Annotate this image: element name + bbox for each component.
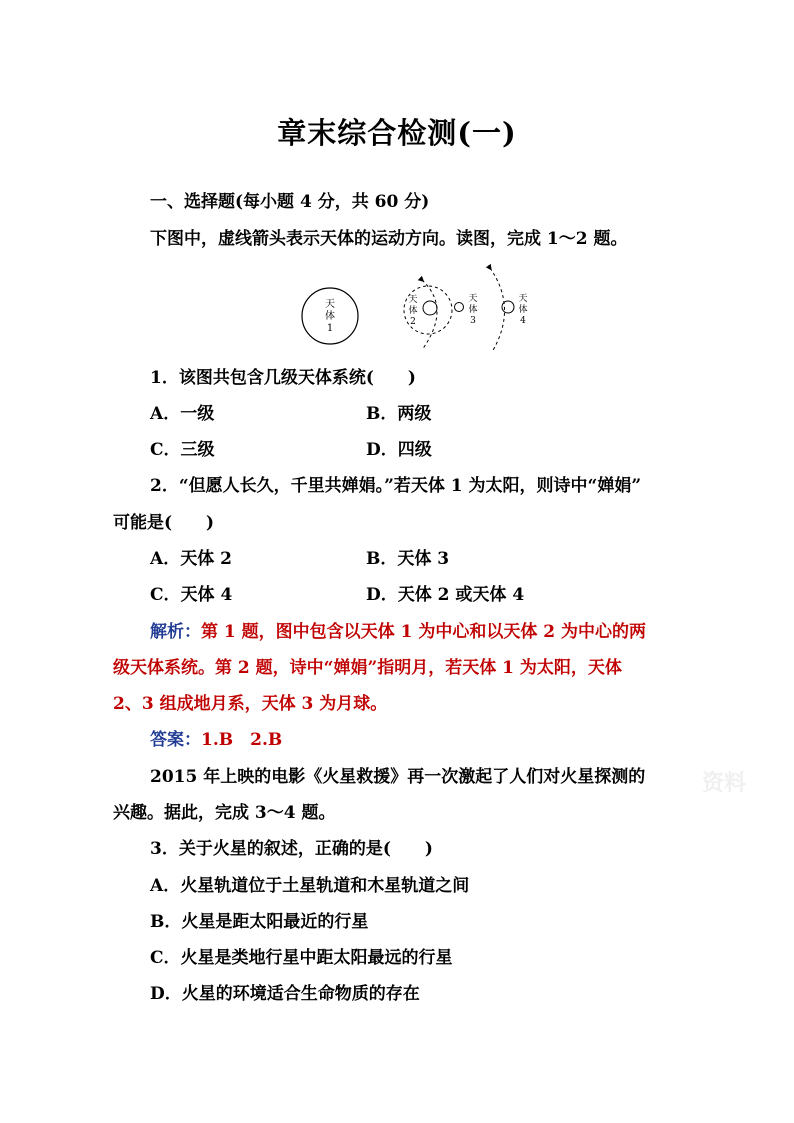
body-2-circle xyxy=(423,301,437,315)
body-4-label-b: 体 xyxy=(518,305,528,315)
watermark: 资料 xyxy=(702,771,747,796)
q1-stem: 1．该图共包含几级天体系统( ) xyxy=(150,368,416,388)
q1-option-d: D．四级 xyxy=(366,440,432,460)
q3-option-b: B．火星是距太阳最近的行星 xyxy=(150,912,369,932)
intro-text-1: 下图中，虚线箭头表示天体的运动方向。读图，完成 1～2 题。 xyxy=(150,229,628,249)
answer-label: 答案： xyxy=(150,730,201,750)
section-heading: 一、选择题(每小题 4 分，共 60 分) xyxy=(150,192,430,212)
q2-stem-line1: 2．“但愿人长久，千里共婵娟。”若天体 1 为太阳，则诗中“婵娟” xyxy=(150,476,642,496)
q3-option-d: D．火星的环境适合生命物质的存在 xyxy=(150,984,420,1004)
celestial-diagram xyxy=(290,258,550,358)
q2-option-c: C．天体 4 xyxy=(150,585,233,605)
body-3-label-b: 体 xyxy=(468,305,478,315)
q2-option-d: D．天体 2 或天体 4 xyxy=(366,585,525,605)
body-2-label-b: 体 xyxy=(408,306,418,316)
analysis-line1 xyxy=(150,620,646,644)
body-2-label-c: 2 xyxy=(410,317,416,327)
q3-option-c: C．火星是类地行星中距太阳最远的行星 xyxy=(150,948,453,968)
q3-option-a: A．火星轨道位于土星轨道和木星轨道之间 xyxy=(150,876,470,896)
body-2-label-a: 天 xyxy=(408,295,418,305)
answer-line xyxy=(150,728,282,752)
q2-option-a: A．天体 2 xyxy=(150,549,232,569)
intro-text-2-line1: 2015 年上映的电影《火星救援》再一次激起了人们对火星探测的 xyxy=(150,767,646,787)
body-3-circle xyxy=(455,303,464,312)
answer-text: 1.B 2.B xyxy=(201,730,283,750)
body-4-label-a: 天 xyxy=(518,294,528,304)
q1-option-a: A．一级 xyxy=(150,404,215,424)
q1-option-b: B．两级 xyxy=(366,404,432,424)
analysis-text-1: 第 1 题，图中包含以天体 1 为中心和以天体 2 为中心的两 xyxy=(201,622,646,642)
analysis-line3: 2、3 组成地月系，天体 3 为月球。 xyxy=(113,694,388,714)
analysis-label: 解析： xyxy=(150,622,201,642)
body-4-label-c: 4 xyxy=(520,316,526,326)
page-title: 章末综合检测(一) xyxy=(277,116,517,150)
body-1-label-c: 1 xyxy=(326,323,334,334)
body-1-label-b: 体 xyxy=(325,311,335,322)
body-4-circle xyxy=(502,301,514,313)
body-1-label-a: 天 xyxy=(325,299,335,310)
intro-text-2-line2: 兴趣。据此，完成 3～4 题。 xyxy=(113,803,336,823)
q2-option-b: B．天体 3 xyxy=(366,549,450,569)
q3-stem: 3．关于火星的叙述，正确的是( ) xyxy=(150,839,433,859)
body-3-label-a: 天 xyxy=(468,294,478,304)
q2-stem-line2: 可能是( ) xyxy=(113,513,215,533)
body-3-label-c: 3 xyxy=(470,316,476,326)
q1-option-c: C．三级 xyxy=(150,440,215,460)
analysis-line2: 级天体系统。第 2 题，诗中“婵娟”指明月，若天体 1 为太阳，天体 xyxy=(113,658,622,678)
